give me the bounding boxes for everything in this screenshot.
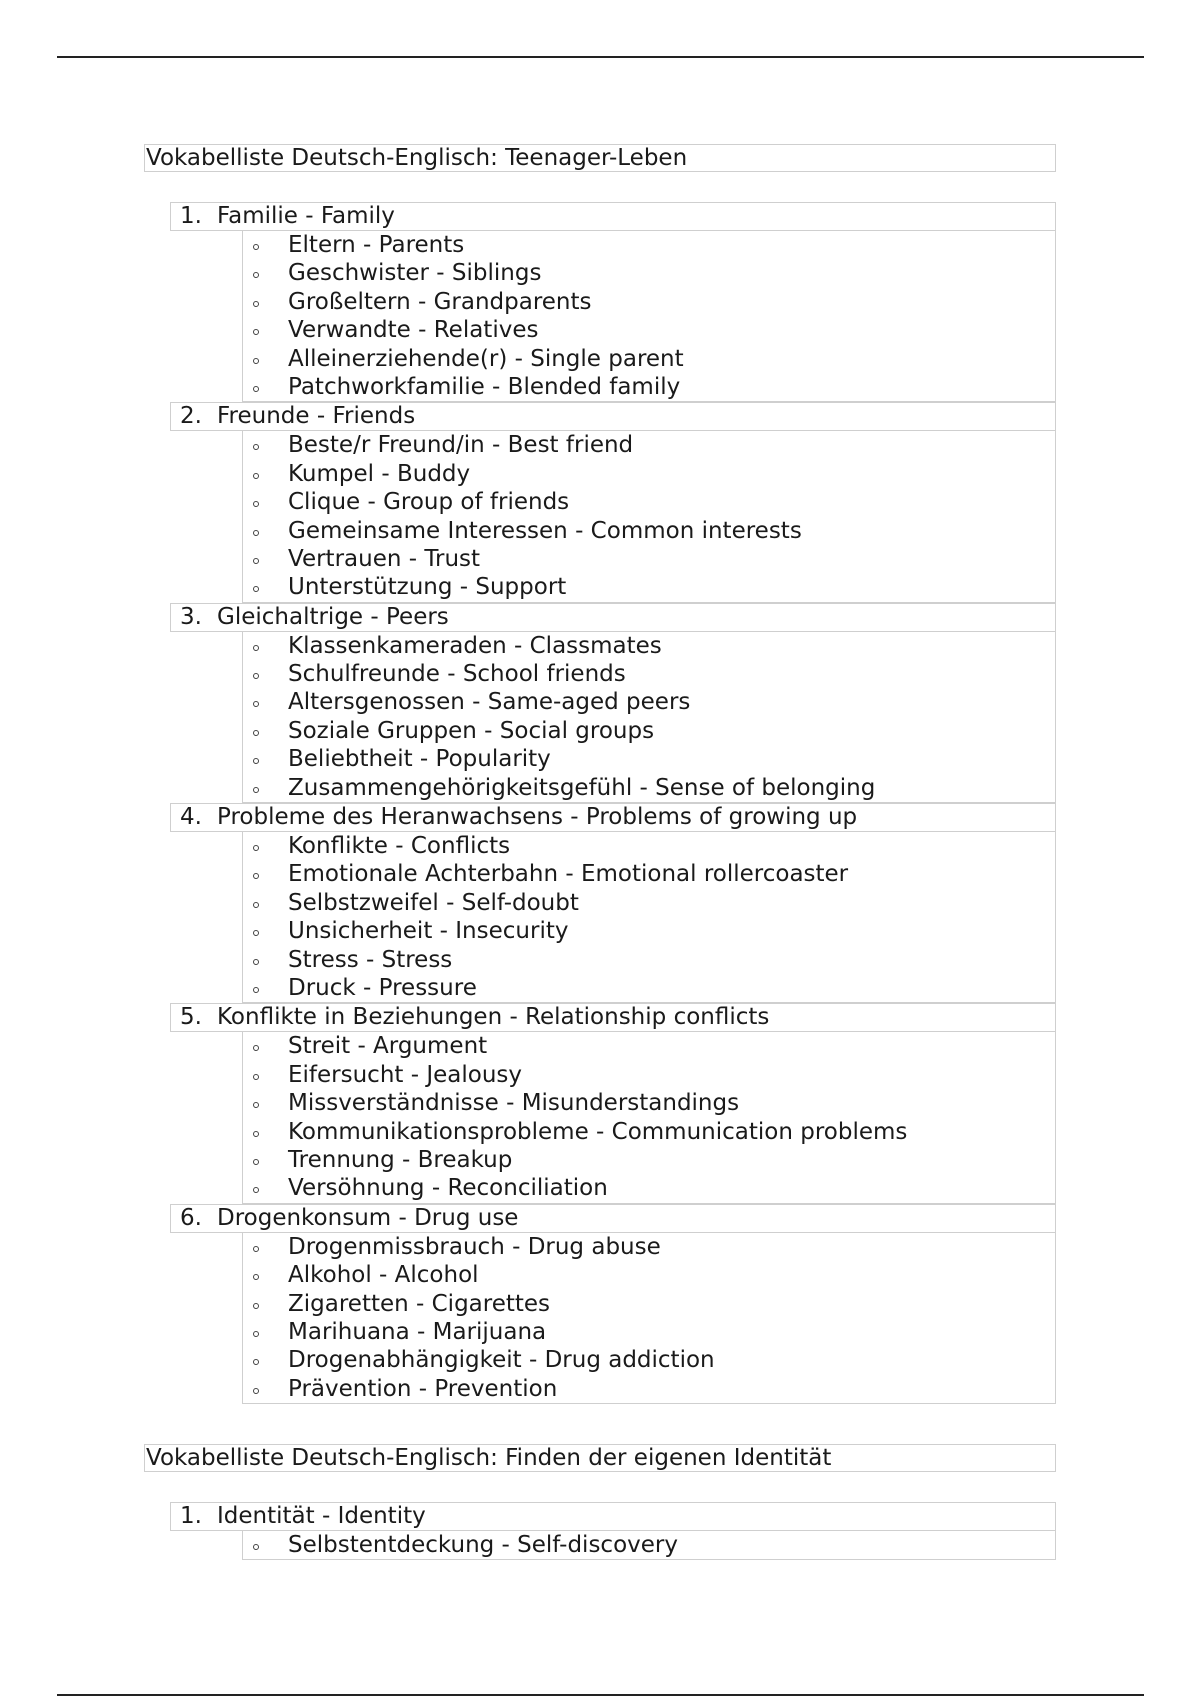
vocabulary-text: Drogenabhängigkeit - Drug addiction: [288, 1347, 715, 1374]
vocabulary-list: [170, 202, 1056, 1404]
vocabulary-item: [243, 460, 1055, 488]
vocabulary-text: Patchworkfamilie - Blended family: [288, 373, 681, 400]
circle-bullet-icon: [253, 959, 259, 965]
vocabulary-item: [243, 1146, 1055, 1174]
category-label: Konflikte in Beziehungen - Relationship conflicts: [217, 1004, 770, 1031]
circle-bullet-icon: [253, 902, 259, 908]
category-item: [170, 402, 1056, 602]
vocabulary-text: Selbstentdeckung - Self-discovery: [288, 1532, 678, 1558]
circle-bullet-icon: [253, 645, 259, 651]
vocabulary-text: Geschwister - Siblings: [288, 260, 542, 287]
circle-bullet-icon: [253, 301, 259, 307]
vocabulary-sublist: [242, 231, 1056, 402]
vocabulary-text: Soziale Gruppen - Social groups: [288, 717, 655, 744]
circle-bullet-icon: [253, 473, 259, 479]
vocabulary-text: Zigaretten - Cigarettes: [288, 1290, 551, 1317]
circle-bullet-icon: [253, 1544, 259, 1550]
circle-bullet-icon: [253, 444, 259, 450]
circle-bullet-icon: [253, 501, 259, 507]
category-item: [170, 803, 1056, 1003]
circle-bullet-icon: [253, 358, 259, 364]
vocabulary-item: [243, 946, 1055, 974]
circle-bullet-icon: [253, 558, 259, 564]
section-title: Vokabelliste Deutsch-Englisch: Finden der eigenen Identität: [144, 1444, 1056, 1472]
vocabulary-text: Konflikte - Conflicts: [288, 833, 511, 860]
vocabulary-item: [243, 745, 1055, 773]
vocabulary-item: [243, 860, 1055, 888]
vocabulary-text: Eifersucht - Jealousy: [288, 1061, 523, 1088]
circle-bullet-icon: [253, 845, 259, 851]
vocabulary-item: [243, 917, 1055, 945]
circle-bullet-icon: [253, 673, 259, 679]
vocabulary-text: Prävention - Prevention: [288, 1375, 558, 1402]
category-number: 1.: [180, 1503, 202, 1529]
category-heading: [170, 402, 1056, 431]
vocabulary-text: Kumpel - Buddy: [288, 460, 471, 487]
vocabulary-item: [243, 231, 1055, 259]
category-label: Identität - Identity: [217, 1503, 426, 1529]
vocabulary-sublist: [242, 431, 1056, 602]
vocabulary-item: [243, 1290, 1055, 1318]
circle-bullet-icon: [253, 1246, 259, 1252]
vocabulary-item: [243, 1346, 1055, 1374]
category-heading: [170, 202, 1056, 231]
vocabulary-item: [243, 1531, 1055, 1559]
category-number: 3.: [180, 603, 202, 630]
circle-bullet-icon: [253, 329, 259, 335]
vocabulary-text: Zusammengehörigkeitsgefühl - Sense of belonging: [288, 774, 876, 801]
vocabulary-item: [243, 345, 1055, 373]
category-item: [170, 1003, 1056, 1203]
category-item: [170, 603, 1056, 803]
vocabulary-item: [243, 774, 1055, 802]
vocabulary-text: Unterstützung - Support: [288, 574, 567, 601]
category-heading: [170, 803, 1056, 832]
category-label: Gleichaltrige - Peers: [217, 603, 449, 630]
vocabulary-item: [243, 717, 1055, 745]
circle-bullet-icon: [253, 1074, 259, 1080]
category-number: 5.: [180, 1004, 202, 1031]
circle-bullet-icon: [253, 701, 259, 707]
vocabulary-item: [243, 1032, 1055, 1060]
circle-bullet-icon: [253, 1187, 259, 1193]
header-rule: [57, 56, 1144, 58]
vocabulary-list: [170, 1502, 1056, 1560]
circle-bullet-icon: [253, 1331, 259, 1337]
footer-rule: [57, 1694, 1144, 1696]
circle-bullet-icon: [253, 386, 259, 392]
vocabulary-item: [243, 259, 1055, 287]
category-number: 2.: [180, 403, 202, 430]
vocabulary-item: [243, 573, 1055, 601]
circle-bullet-icon: [253, 1131, 259, 1137]
vocabulary-sublist: [242, 1531, 1056, 1560]
category-number: 6.: [180, 1204, 202, 1231]
circle-bullet-icon: [253, 730, 259, 736]
vocabulary-text: Beste/r Freund/in - Best friend: [288, 432, 634, 459]
vocabulary-item: [243, 316, 1055, 344]
circle-bullet-icon: [253, 244, 259, 250]
vocabulary-text: Alkohol - Alcohol: [288, 1262, 479, 1289]
vocabulary-text: Missverständnisse - Misunderstandings: [288, 1090, 740, 1117]
category-number: 1.: [180, 203, 202, 229]
vocabulary-text: Drogenmissbrauch - Drug abuse: [288, 1233, 661, 1260]
category-item: [170, 202, 1056, 402]
vocabulary-text: Klassenkameraden - Classmates: [288, 632, 662, 659]
circle-bullet-icon: [253, 1388, 259, 1394]
circle-bullet-icon: [253, 873, 259, 879]
vocabulary-text: Streit - Argument: [288, 1033, 488, 1060]
vocabulary-text: Unsicherheit - Insecurity: [288, 918, 569, 945]
vocabulary-item: [243, 632, 1055, 660]
vocabulary-item: [243, 1118, 1055, 1146]
vocabulary-text: Kommunikationsprobleme - Communication problems: [288, 1118, 908, 1145]
vocabulary-item: [243, 660, 1055, 688]
vocabulary-item: [243, 373, 1055, 401]
vocabulary-sublist: [242, 1032, 1056, 1203]
circle-bullet-icon: [253, 530, 259, 536]
circle-bullet-icon: [253, 1159, 259, 1165]
category-label: Freunde - Friends: [217, 403, 416, 430]
vocabulary-item: [243, 832, 1055, 860]
vocabulary-text: Stress - Stress: [288, 946, 453, 973]
circle-bullet-icon: [253, 787, 259, 793]
vocabulary-text: Selbstzweifel - Self-doubt: [288, 889, 579, 916]
vocabulary-item: [243, 1061, 1055, 1089]
vocabulary-item: [243, 1375, 1055, 1403]
vocabulary-text: Beliebtheit - Popularity: [288, 746, 551, 773]
vocabulary-sublist: [242, 832, 1056, 1003]
circle-bullet-icon: [253, 586, 259, 592]
vocabulary-text: Clique - Group of friends: [288, 489, 570, 516]
vocabulary-text: Verwandte - Relatives: [288, 317, 539, 344]
vocabulary-text: Emotionale Achterbahn - Emotional rollercoaster: [288, 861, 849, 888]
vocabulary-text: Altersgenossen - Same-aged peers: [288, 689, 691, 716]
vocabulary-item: [243, 688, 1055, 716]
category-heading: [170, 1502, 1056, 1531]
vocabulary-text: Schulfreunde - School friends: [288, 661, 626, 688]
category-number: 4.: [180, 804, 202, 831]
vocabulary-item: [243, 517, 1055, 545]
category-heading: [170, 603, 1056, 632]
vocabulary-item: [243, 1261, 1055, 1289]
vocabulary-item: [243, 545, 1055, 573]
vocabulary-text: Gemeinsame Interessen - Common interests: [288, 517, 802, 544]
section-title: Vokabelliste Deutsch-Englisch: Teenager-Leben: [144, 144, 1056, 172]
circle-bullet-icon: [253, 930, 259, 936]
circle-bullet-icon: [253, 1303, 259, 1309]
circle-bullet-icon: [253, 1359, 259, 1365]
vocabulary-item: [243, 1174, 1055, 1202]
category-label: Drogenkonsum - Drug use: [217, 1204, 519, 1231]
vocabulary-item: [243, 488, 1055, 516]
vocabulary-text: Marihuana - Marijuana: [288, 1318, 547, 1345]
category-label: Probleme des Heranwachsens - Problems of growing up: [217, 804, 858, 831]
vocabulary-sublist: [242, 632, 1056, 803]
category-item: [170, 1204, 1056, 1404]
vocabulary-item: [243, 431, 1055, 459]
circle-bullet-icon: [253, 1045, 259, 1051]
category-label: Familie - Family: [217, 203, 395, 229]
category-heading: [170, 1204, 1056, 1233]
vocabulary-text: Vertrauen - Trust: [288, 545, 481, 572]
vocabulary-text: Druck - Pressure: [288, 974, 477, 1001]
category-item: [170, 1502, 1056, 1560]
circle-bullet-icon: [253, 987, 259, 993]
vocabulary-text: Trennung - Breakup: [288, 1146, 513, 1173]
vocabulary-item: [243, 889, 1055, 917]
circle-bullet-icon: [253, 758, 259, 764]
circle-bullet-icon: [253, 272, 259, 278]
vocabulary-item: [243, 1318, 1055, 1346]
vocabulary-text: Versöhnung - Reconciliation: [288, 1175, 608, 1202]
circle-bullet-icon: [253, 1274, 259, 1280]
vocabulary-item: [243, 1089, 1055, 1117]
category-heading: [170, 1003, 1056, 1032]
vocabulary-text: Alleinerziehende(r) - Single parent: [288, 345, 684, 372]
circle-bullet-icon: [253, 1102, 259, 1108]
vocabulary-text: Eltern - Parents: [288, 232, 465, 258]
vocabulary-sublist: [242, 1233, 1056, 1404]
vocabulary-item: [243, 974, 1055, 1002]
vocabulary-item: [243, 288, 1055, 316]
vocabulary-item: [243, 1233, 1055, 1261]
vocabulary-text: Großeltern - Grandparents: [288, 288, 592, 315]
